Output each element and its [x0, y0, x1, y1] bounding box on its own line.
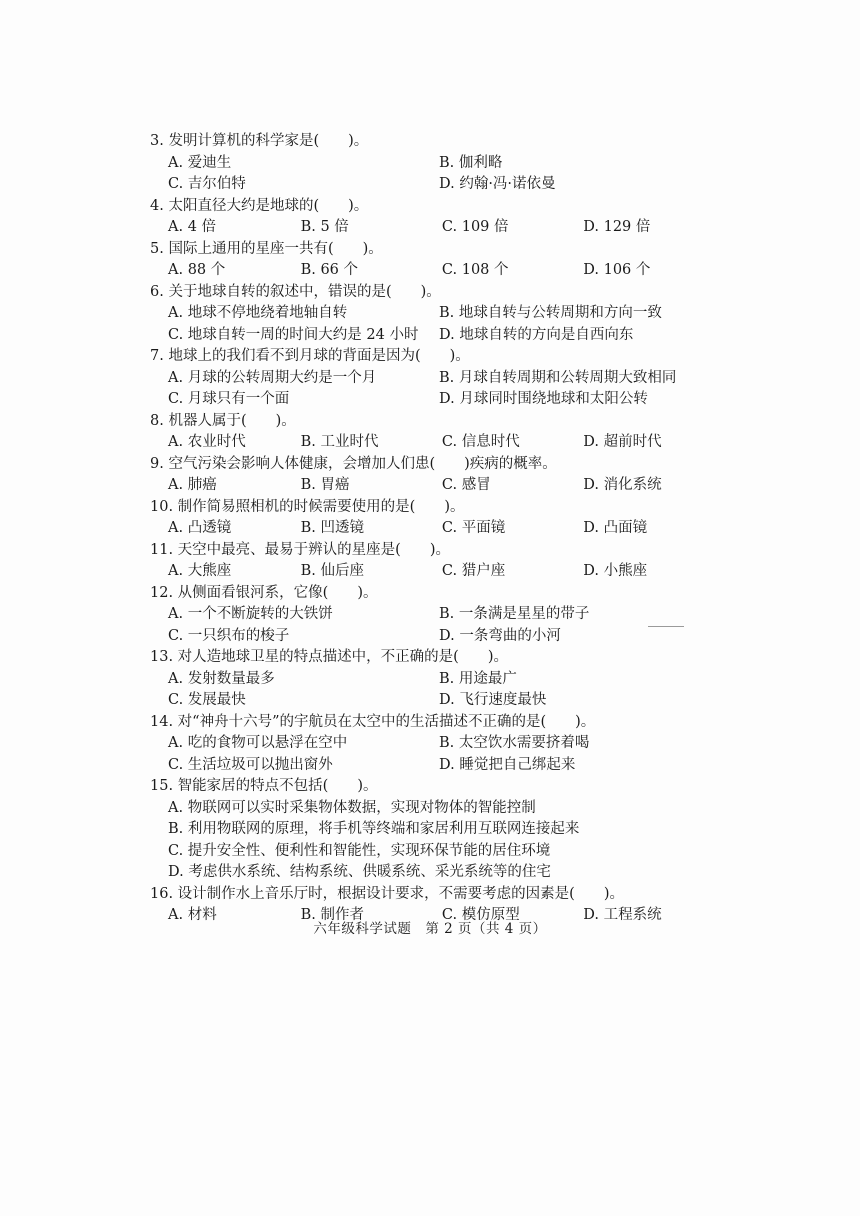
answer-option: D. 凸面镜 — [583, 520, 648, 536]
question-item — [150, 196, 710, 239]
question-stem: 8. 机器人属于( )。 — [150, 412, 296, 429]
page-footer: 六年级科学试题 第 2 页（共 4 页） — [313, 921, 547, 937]
question-item — [150, 346, 710, 411]
options-row — [150, 368, 710, 390]
options-row — [150, 217, 710, 239]
answer-option: A. 凸透镜 — [168, 520, 232, 536]
answer-option: C. 吉尔伯特 — [168, 176, 246, 192]
answer-option: A. 肺癌 — [168, 477, 217, 493]
answer-option: A. 发射数量最多 — [168, 670, 275, 687]
answer-option: C. 提升安全性、便利性和智能性，实现环保节能的居住环境 — [168, 842, 551, 859]
question-stem: 6. 关于地球自转的叙述中，错误的是( )。 — [150, 283, 441, 300]
answer-option: B. 胃癌 — [300, 477, 350, 493]
answer-option: C. 感冒 — [441, 477, 491, 493]
question-item — [150, 239, 710, 282]
question-item — [150, 583, 710, 648]
options-row — [150, 260, 710, 282]
answer-option: A. 大熊座 — [168, 563, 232, 579]
answer-option: D. 工程系统 — [583, 907, 662, 923]
question-stem: 13. 对人造地球卫星的特点描述中，不正确的是( )。 — [150, 649, 508, 665]
answer-option: A. 吃的食物可以悬浮在空中 — [168, 735, 348, 751]
question-list — [150, 131, 710, 927]
answer-option: D. 考虑供水系统、结构系统、供暖系统、采光系统等的住宅 — [168, 864, 551, 880]
answer-option: D. 地球自转的方向是自西向东 — [439, 326, 634, 343]
answer-option: B. 66 个 — [300, 262, 359, 278]
answer-option: A. 物联网可以实时采集物体数据，实现对物体的智能控制 — [168, 799, 536, 816]
options-row — [150, 432, 710, 454]
options-row — [150, 518, 710, 540]
answer-option: C. 一只织布的梭子 — [168, 627, 290, 644]
answer-option: A. 一个不断旋转的大铁饼 — [168, 606, 333, 622]
answer-option: B. 地球自转与公转周期和方向一致 — [439, 305, 662, 321]
scan-mark — [648, 626, 684, 627]
options-row — [150, 561, 710, 583]
answer-option: B. 月球自转周期和公转周期大致相同 — [439, 369, 677, 386]
answer-option: D. 129 倍 — [583, 219, 651, 235]
question-item — [150, 712, 710, 777]
answer-option: C. 模仿原型 — [441, 907, 520, 923]
answer-option: C. 109 倍 — [441, 219, 509, 235]
answer-option: B. 工业时代 — [300, 434, 379, 450]
answer-option: D. 睡觉把自己绑起来 — [439, 756, 576, 773]
question-stem: 12. 从侧面看银河系，它像( )。 — [150, 584, 378, 601]
options-row — [150, 325, 710, 347]
answer-option: C. 猎户座 — [441, 563, 506, 579]
answer-option: C. 地球自转一周的时间大约是 24 小时 — [168, 326, 419, 343]
answer-option: D. 月球同时围绕地球和太阳公转 — [439, 391, 648, 407]
options-row — [150, 303, 710, 325]
answer-option: D. 消化系统 — [583, 477, 662, 493]
answer-option: B. 5 倍 — [300, 219, 349, 235]
answer-option: D. 106 个 — [583, 262, 651, 278]
options-row — [150, 604, 710, 626]
options-row — [150, 669, 710, 691]
answer-option: A. 爱迪生 — [168, 154, 232, 171]
question-stem: 14. 对“神舟十六号”的宇航员在太空中的生活描述不正确的是( )。 — [150, 713, 596, 730]
answer-option: B. 制作者 — [300, 907, 364, 923]
question-stem: 3. 发明计算机的科学家是( )。 — [150, 133, 369, 149]
answer-option: B. 一条满是星星的带子 — [439, 606, 590, 622]
answer-option: C. 生活垃圾可以抛出窗外 — [168, 756, 333, 773]
answer-option: B. 利用物联网的原理，将手机等终端和家居利用互联网连接起来 — [168, 821, 580, 837]
question-stem: 7. 地球上的我们看不到月球的背面是因为( )。 — [150, 348, 470, 364]
answer-option: A. 材料 — [168, 907, 217, 923]
answer-option: C. 发展最快 — [168, 692, 246, 708]
question-item — [150, 411, 710, 454]
question-stem: 9. 空气污染会影响人体健康，会增加人们患( )疾病的概率。 — [150, 455, 557, 472]
answer-option: C. 平面镜 — [441, 520, 506, 536]
answer-option: C. 信息时代 — [441, 434, 520, 450]
answer-option: C. 108 个 — [441, 262, 509, 278]
options-row — [150, 733, 710, 755]
answer-option: D. 小熊座 — [583, 563, 648, 579]
answer-option: D. 一条弯曲的小河 — [439, 627, 561, 644]
answer-option: B. 仙后座 — [300, 563, 364, 579]
question-stem: 16. 设计制作水上音乐厅时，根据设计要求，不需要考虑的因素是( )。 — [150, 885, 624, 902]
answer-option: A. 88 个 — [168, 262, 226, 278]
answer-option: A. 农业时代 — [168, 434, 246, 450]
question-item — [150, 497, 710, 540]
options-row — [150, 690, 710, 712]
options-row — [150, 755, 710, 777]
options-row — [150, 475, 710, 497]
answer-option: D. 超前时代 — [583, 434, 662, 450]
question-item — [150, 540, 710, 583]
answer-option: B. 凹透镜 — [300, 520, 364, 536]
question-stem: 4. 太阳直径大约是地球的( )。 — [150, 197, 369, 214]
options-row — [150, 153, 710, 175]
options-row — [150, 389, 710, 411]
answer-option: A. 4 倍 — [168, 219, 217, 235]
question-item — [150, 282, 710, 347]
answer-option: A. 月球的公转周期大约是一个月 — [168, 369, 377, 386]
answer-option: D. 飞行速度最快 — [439, 692, 547, 708]
answer-option: B. 用途最广 — [439, 670, 517, 687]
question-stem: 15. 智能家居的特点不包括( )。 — [150, 778, 378, 794]
question-item — [150, 776, 710, 884]
question-item — [150, 454, 710, 497]
question-item — [150, 647, 710, 712]
answer-option: D. 约翰·冯·诺依曼 — [439, 176, 556, 192]
question-item — [150, 131, 710, 196]
answer-option: C. 月球只有一个面 — [168, 391, 290, 407]
question-stem: 10. 制作简易照相机的时候需要使用的是( )。 — [150, 498, 465, 515]
question-stem: 11. 天空中最亮、最易于辨认的星座是( )。 — [150, 541, 450, 558]
options-row — [150, 626, 710, 648]
options-row — [150, 174, 710, 196]
question-stem: 5. 国际上通用的星座一共有( )。 — [150, 240, 383, 257]
answer-option: B. 太空饮水需要挤着喝 — [439, 735, 590, 751]
answer-option: A. 地球不停地绕着地轴自转 — [168, 305, 348, 321]
answer-option: B. 伽利略 — [439, 154, 503, 171]
